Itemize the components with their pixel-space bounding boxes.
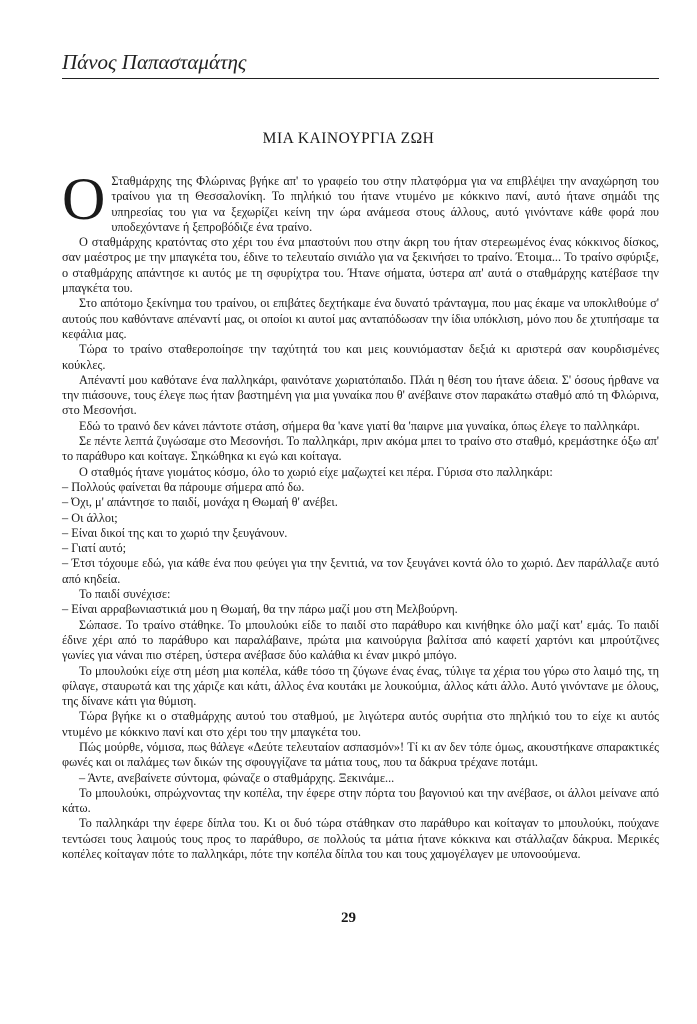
paragraph: Τώρα βγήκε κι ο σταθμάρχης αυτού του σταθμού, με λιγώτερα αυτός συρήτια στο πηλήκιό του το είχε κι αυτός ντυμένο με κόκκινο πανί και στο χέρι του την μπαγκέτα του. [62, 709, 659, 739]
dialogue-line: – Έτσι τόχουμε εδώ, για κάθε ένα που φεύγει για την ξενιτιά, να τον ξευγάνει κοντά όλο το χωριό. Δεν παράλλαζε αυτό από κηδεία. [62, 556, 659, 586]
paragraph: Πώς μούρθε, νόμισα, πως θάλεγε «Δεύτε τελευταίον ασπασμόν»! Τί κι αν δεν τόπε όμως, ακουστήκανε σπαρακτικές φωνές και οι παλάμες των δικών της σφουγγίζανε τα μάτια τους, που τα δάκρυα τρέχανε ποτάμι. [62, 739, 659, 770]
paragraph: Ο σταθμός ήτανε γιομάτος κόσμο, όλο το χωριό είχε μαζωχτεί κει πέρα. Γύρισα στο παλληκάρι: [79, 464, 553, 479]
dialogue-line: – Πολλούς φαίνεται θα πάρουμε σήμερα από δω. [62, 479, 305, 494]
paragraph: Σώπασε. Το τραίνο στάθηκε. Το μπουλούκι είδε το παιδί στο παράθυρο και κινήθηκε όλο μαζί κατ' εμάς. Το παιδί έδινε χέρι από το παράθυρο και παραλάβαινε, πρώτα μια καινούργια βαλίτσα από καφετί χαρτόνι και μπρούτζινες γωνίες για νάναι πιο στέρεη, ύστερα ανέβασε δύο καλάθια κι έναν μικρό μπόγο. [62, 617, 659, 663]
dialogue-line: – Οι άλλοι; [62, 510, 118, 525]
paragraph: Στο απότομο ξεκίνημα του τραίνου, οι επιβάτες δεχτήκαμε ένα δυνατό τράνταγμα, που μας έκαμε να υποκλιθούμε σ' αυτούς που καθόντανε απέναντί μας, οι οποίοι κι αυτοί μας ανταπόδωσαν την ίδια υπόκλιση, μόνο που δε χτυπήσαμε τα κεφάλια μας. [62, 296, 659, 341]
paragraph: Το παλληκάρι την έφερε δίπλα του. Κι οι δυό τώρα στάθηκαν στο παράθυρο και κοίταγαν το μπουλούκι, πούχανε τεντώσει τους λαιμούς τους προς το παράθυρο, σε πολλούς τα μάτια ήτανε κόκκινα και στάλλαζαν δάκρυα. Μερικές κοπέλες κοίταγαν πότε το παλληκάρι, πότε την κοπέλα δίπλα του και τους χαμογέλαγεν με υπονοούμενα. [62, 816, 659, 862]
dialogue-line: – Όχι, μ' απάντησε το παιδί, μονάχα η Θωμαή θ' ανέβει. [62, 495, 338, 510]
paragraph-first [62, 166, 659, 235]
dialogue-line: – Είναι αρραβωνιαστικιά μου η Θωμαή, θα την πάρω μαζί μου στη Μελβούρνη. [62, 602, 458, 617]
story-body [62, 166, 659, 862]
dialogue-line: – Γιατί αυτό; [62, 541, 127, 556]
paragraph: Το μπουλούκι, σπρώχνοντας την κοπέλα, την έφερε στην πόρτα του βαγονιού και την ανέβασε, οι άλλοι μείνανε από κάτω. [62, 785, 659, 816]
paragraph: Τώρα το τραίνο σταθεροποίησε την ταχύτητά του και μεις κουνιόμασταν δεξιά κι αριστερά σαν κουρδισμένες κούκλες. [62, 342, 659, 372]
paragraph: Σε πέντε λεπτά ζυγώσαμε στο Μεσονήσι. Το παλληκάρι, πριν ακόμα μπει το τραίνο στο σταθμό, κρεμάστηκε όξω απ' το παράθυρο και κοίταγε. Σηκώθηκα κι εγώ και κοίταγα. [62, 434, 659, 464]
paragraph: Απέναντί μου καθότανε ένα παλληκάρι, φαινότανε χωριατόπαιδο. Πλάι η θέση του ήτανε άδεια. Σ' όσους ήρθανε να την πιάσουνε, τους έλεγε πως ήταν βαστημένη για μια γυναίκα που θ' ανέβαινε στον παρακάτω σταθμό από τη Φλώρινα, στο Μεσονήσι. [62, 372, 659, 418]
dialogue-line: – Είναι δικοί της και το χωριό την ξευγάνουν. [62, 525, 288, 540]
running-header-author: Πάνος Παπασταμάτης [62, 50, 247, 74]
page-number: 29 [341, 910, 356, 926]
paragraph: Εδώ το τραινό δεν κάνει πάντοτε στάση, σήμερα θα 'κανε γιατί θα 'παιρνε μια γυναίκα, όπως έλεγε το παλληκάρι. [79, 418, 640, 433]
header-rule [62, 78, 659, 79]
drop-cap: Ο [62, 166, 106, 232]
paragraph: Ο σταθμάρχης κρατόντας στο χέρι του ένα μπαστούνι που στην άκρη του ήταν στερεωμένος ένας κόκκινος δίσκος, σαν μαέστρος με την μπαγκέτα του, έδινε το τελευταίο σινιάλο για να ξεκινήσει το τραίνο. Έτοιμα... Το τραίνο σφύριξε, ο σταθμάρχης απάντησε κι αυτός με τη σφυρίχτρα του. Ήτανε σήματα, ύστερα απ' αυτά ο σταθμάρχης κατέβασε την μπαγκέτα του. [62, 235, 659, 296]
paragraph: Το μπουλούκι είχε στη μέση μια κοπέλα, κάθε τόσο τη ζύγωνε ένας ένας, τύλιγε τα χέρια του γύρω στο λαιμό της, τη φίλαγε, σταυρωτά και της χάριζε και κάτι, άλλος ένα κουτάκι με λουκούμια, άλλος κάτι άλλο. Αυτό γινόντανε με όλους, της δίνανε κάτι για θύμιση. [62, 663, 659, 709]
paragraph-first-text: Σταθμάρχης της Φλώρινας βγήκε απ' το γραφείο του στην πλατφόρμα για να επιβλέψει την αναχώρηση του τραίνου για τη Θεσσαλονίκη. Το πηλήκιό του ήτανε ντυμένο με κόκκινο πανί, αυτό ήτανε σημάδι της υπηρεσίας του για να ξεχωρίζει κείνη την ώρα ανάμεσα στους άλλους, αυτό γινόντανε κάθε φορά που υποδεχόντανε ή ξεπροβόδιζε ένα τραίνο. [111, 174, 659, 234]
paragraph: Το παιδί συνέχισε: [79, 587, 171, 602]
dialogue-line: – Άντε, ανεβαίνετε σύντομα, φώναζε ο σταθμάρχης. Ξεκινάμε... [79, 770, 395, 785]
story-title: ΜΙΑ ΚΑΙΝΟΥΡΓΙΑ ΖΩΗ [262, 130, 435, 147]
